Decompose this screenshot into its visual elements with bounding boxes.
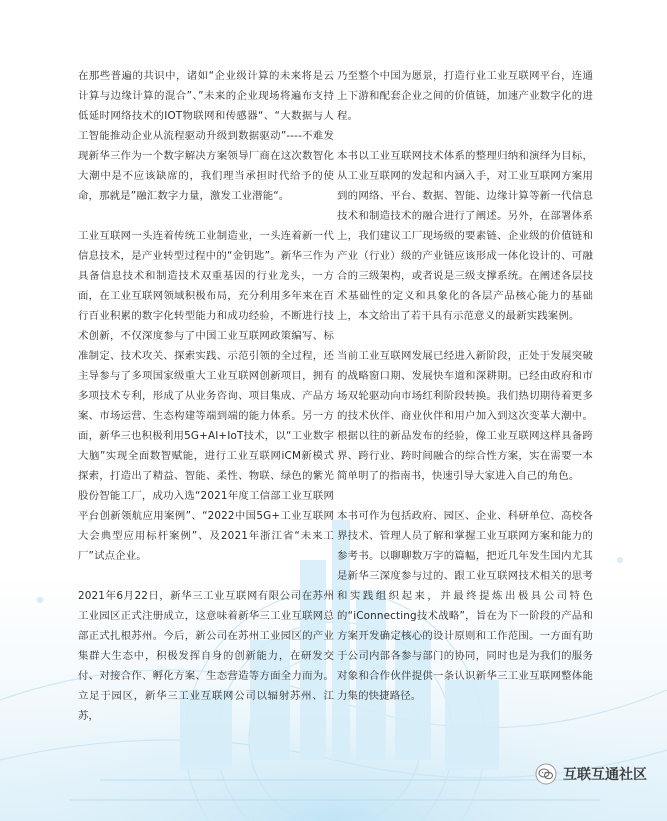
paragraph: 当前工业互联网发展已经进入新阶段，正处于发展突破的战略窗口期、发展快车道和深耕期。已经由政府和市场双轮驱动向市场红利阶段转换。我们热切期待着更多的技术伙伴、商业伙伴和用户加入到这次变革大潮中。根据以往的新品发布的经验，像工业互联网这样具备跨界、跨行业、跨时间融合的综合性方案，实在需要一本简单明了的指南书，快速引导大家进入自己的角色。	[337, 350, 593, 482]
paragraph: 乃至整个中国为愿景，打造行业工业互联网平台，连通上下游和配套企业之间的价值链，加速产业数字化的进程。	[337, 70, 593, 122]
right-text-column	[337, 66, 593, 726]
paragraph: 工业互联网一头连着传统工业制造业，一头连着新一代信息技术，是产业转型过程中的“金钥匙”。新华三作为具备信息技术和制造技术双重基因的行业龙头，一方面，在工业互联网领域积极布局，充分利用多年来在百行百业积累的数字化转型能力和成功经验，不断进行技术创新，不仅深度参与了中国工业互联网政策编写、标准制定、技术攻关、探索实践、示范引领的全过程，还主导参与了多项国家级重大工业互联网创新项目，拥有多项技术专利，形成了从业务咨询、项目集成、产品方案、市场运营、生态构建等端到端的能力体系。另一方面，新华三也积极利用5G+AI+IoT技术，以“工业数字大脑”实现全面数智赋能，进行工业互联网iCM新模式探索，打造出了精益、智能、柔性、物联、绿色的紫光股份智能工厂，成功入选“2021年度工信部工业互联网平台创新领航应用案例”、“2022中国5G+工业互联网大会典型应用标杆案例”、及2021年浙江省“未来工厂”试点企业。	[78, 230, 334, 562]
paragraph: 2021年6月22日，新华三工业互联网有限公司在苏州工业园区正式注册成立，这意味着新华三工业互联网总部正式扎根苏州。今后，新公司在苏州工业园区的产业集群大生态中，积极发挥自身的创新能力，在研发交付、对接合作、孵化方案、生态营造等方面全力而为。立足于园区，新华三工业互联网公司以辐射苏州、江苏，	[78, 590, 334, 722]
paragraph: 本书以工业互联网技术体系的整理归纳和演绎为目标，从工业互联网的发起和内涵入手，对工业互联网方案用到的网络、平台、数据、智能、边缘计算等新一代信息技术和制造技术的融合进行了阐述。另外，在部署体系上，我们建议工厂现场级的要素链、企业级的价值链和产业（行业）级的产业链应该形成一体化设计的、可融合的三级架构，或者说是三级支撑系统。在阐述各层技术基础性的定义和具象化的各层产品核心能力的基础上，本文给出了若干具有示范意义的最新实践案例。	[337, 150, 593, 322]
source-watermark	[535, 761, 647, 787]
left-text-column	[78, 66, 334, 746]
paragraph: 本书可作为包括政府、园区、企业、科研单位、高校各界技术、管理人员了解和掌握工业互联网方案和能力的参考书。以聊聊数万字的篇幅，把近几年发生国内尤其是新华三深度参与过的、跟工业互联网技术相关的思考和实践组织起来，并最终提炼出极具公司特色的“iConnecting技术战略”，旨在为下一阶段的产品和方案开发确定核心的设计原则和工作范围。一方面有助于公司内部各参与部门的协同，同时也是为我们的服务对象和合作伙伴提供一条认识新华三工业互联网整体能力集的快捷路径。	[337, 510, 593, 702]
paragraph: 在那些普遍的共识中，诸如“企业级计算的未来将是云计算与边缘计算的混合”、”未来的企业现场将遍布支持低延时网络技术的IOT物联网和传感器“、“大数据与人工智能推动企业从流程驱动升级到数据驱动”----不难发现新华三作为一个数字解决方案领导厂商在这次数智化大潮中是不应该缺席的，我们理当承担时代给予的使命，那就是”融汇数字力量，激发工业潜能“。	[78, 70, 334, 202]
wechat-icon	[535, 763, 557, 785]
watermark-text: 互联互通社区	[563, 767, 647, 783]
